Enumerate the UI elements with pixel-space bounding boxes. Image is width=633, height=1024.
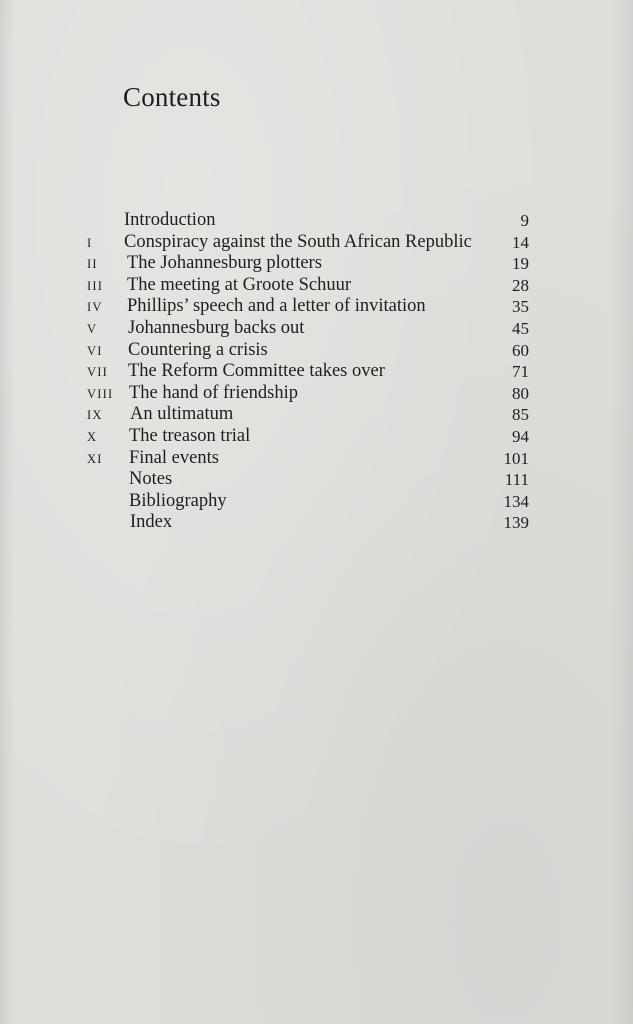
toc-entry-introduction <box>0 210 633 232</box>
toc-entry-chapter-3 <box>0 275 633 297</box>
page-number: 94 <box>512 426 529 446</box>
toc-entry-bibliography <box>0 491 633 513</box>
page-number: 85 <box>512 405 529 425</box>
table-of-contents <box>0 210 633 534</box>
chapter-number: XI <box>87 451 103 466</box>
chapter-number: I <box>87 235 93 250</box>
chapter-title: Conspiracy against the South African Republic <box>124 231 472 252</box>
chapter-number: II <box>87 257 98 272</box>
page-number: 80 <box>512 383 529 403</box>
chapter-title: Countering a crisis <box>128 339 268 360</box>
chapter-title: Final events <box>129 447 219 468</box>
toc-entry-chapter-4 <box>0 296 633 318</box>
toc-entry-notes <box>0 469 633 491</box>
page-number: 60 <box>512 340 529 360</box>
toc-entry-chapter-11 <box>0 448 633 470</box>
toc-entry-chapter-9 <box>0 404 633 426</box>
toc-entry-chapter-7 <box>0 361 633 383</box>
chapter-number: VII <box>87 365 108 380</box>
toc-entry-chapter-6 <box>0 340 633 362</box>
chapter-title: Phillips’ speech and a letter of invitation <box>127 296 426 317</box>
page-number: 134 <box>503 491 529 511</box>
page-number: 71 <box>512 362 529 382</box>
chapter-title: The Reform Committee takes over <box>128 361 385 382</box>
chapter-title: The treason trial <box>129 425 251 446</box>
toc-entry-chapter-5 <box>0 318 633 340</box>
page-number: 9 <box>520 211 529 230</box>
chapter-title: The hand of friendship <box>129 382 299 403</box>
chapter-title: Johannesburg backs out <box>128 317 305 338</box>
page-number: 19 <box>512 254 529 274</box>
chapter-number: VIII <box>87 386 114 401</box>
page-number: 35 <box>512 297 529 317</box>
chapter-title: Index <box>130 512 173 533</box>
chapter-number: IV <box>87 300 103 315</box>
toc-entry-chapter-8 <box>0 383 633 405</box>
chapter-number: X <box>87 429 98 444</box>
chapter-title: The meeting at Groote Schuur <box>127 274 351 295</box>
page-title: Contents <box>123 82 221 112</box>
page-number: 101 <box>503 448 529 468</box>
page-number: 111 <box>504 470 529 490</box>
chapter-number: V <box>87 321 98 336</box>
chapter-title: Notes <box>129 469 173 490</box>
chapter-title: Bibliography <box>129 490 227 511</box>
toc-entry-chapter-10 <box>0 426 633 448</box>
toc-entry-chapter-1 <box>0 232 633 254</box>
chapter-title: Introduction <box>124 210 216 230</box>
page-number: 45 <box>512 318 529 338</box>
toc-entry-index <box>0 512 633 534</box>
chapter-title: The Johannesburg plotters <box>127 253 322 274</box>
page-number: 139 <box>503 513 529 533</box>
page-number: 28 <box>512 275 529 295</box>
chapter-number: III <box>87 278 104 293</box>
chapter-number: IX <box>87 408 103 423</box>
page-number: 14 <box>512 232 529 252</box>
chapter-number: VI <box>87 343 103 358</box>
chapter-title: An ultimatum <box>130 404 234 425</box>
toc-entry-chapter-2 <box>0 253 633 275</box>
